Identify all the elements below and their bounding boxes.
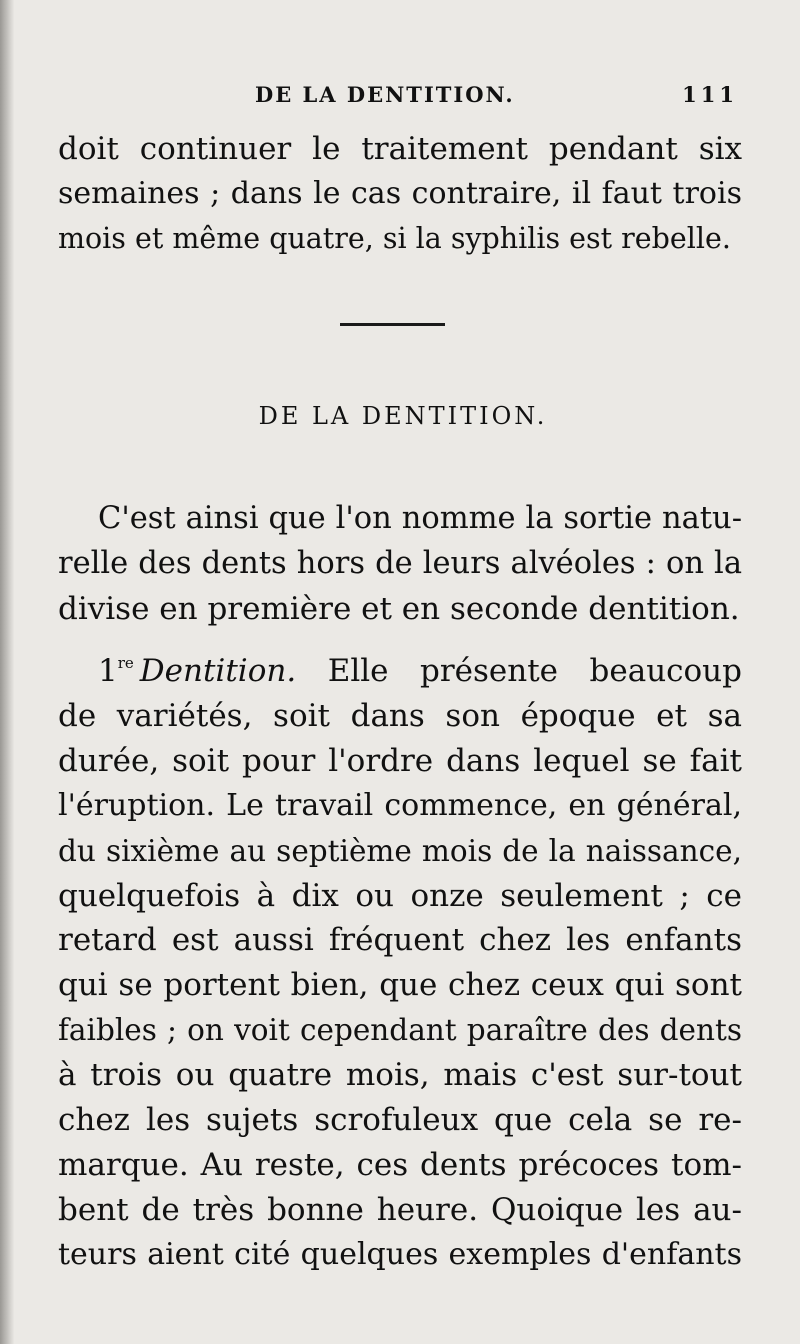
text-line: l'éruption. Le travail commence, en général, [58,787,742,823]
text-line: C'est ainsi que l'on nomme la sortie natu- [98,501,742,536]
continuation-text [58,127,742,262]
text-line: faibles ; on voit cependant paraître des dents [58,1013,742,1048]
text-line: de variétés, soit dans son époque et sa [58,697,742,734]
text-line: mois et même quatre, si la syphilis est rebelle. [58,221,731,255]
text-line: durée, soit pour l'ordre dans lequel se fait [58,742,742,779]
paragraph-1 [58,497,742,632]
page-number: 111 [682,82,738,107]
section-divider [340,323,445,326]
text-line: bent de très bonne heure. Quoique les au- [58,1191,742,1228]
text-line: doit continuer le traitement pendant six [58,131,742,167]
running-title: DE LA DENTITION. [255,82,515,107]
text-line: teurs aient cité quelques exemples d'enfants [58,1236,742,1272]
text-line: qui se portent bien, que chez ceux qui sont [58,967,742,1004]
paragraph-2 [58,641,742,1278]
text-line: à trois ou quatre mois, mais c'est sur-tout [58,1057,742,1094]
ordinal: 1 [98,653,118,689]
text-line [58,641,742,694]
section-heading: DE LA DENTITION. [258,402,548,430]
section-term: Dentition. [139,653,297,689]
text-line: semaines ; dans le cas contraire, il faut trois [58,175,742,211]
text-line: divise en première et en seconde dentition. [58,590,740,627]
text-line: marque. Au reste, ces dents précoces tom- [58,1146,742,1183]
ordinal-superscript: re [117,654,134,672]
text-line: du sixième au septième mois de la naissance, [58,833,742,868]
text-line: retard est aussi fréquent chez les enfants [58,922,742,959]
first-line-text: Elle présente beaucoup [327,653,742,689]
running-head [0,82,800,112]
text-line: chez les sujets scrofuleux que cela se re- [58,1102,742,1139]
text-line: quelquefois à dix ou onze seulement ; ce [58,877,742,914]
text-line: relle des dents hors de leurs alvéoles : on la [58,545,742,581]
